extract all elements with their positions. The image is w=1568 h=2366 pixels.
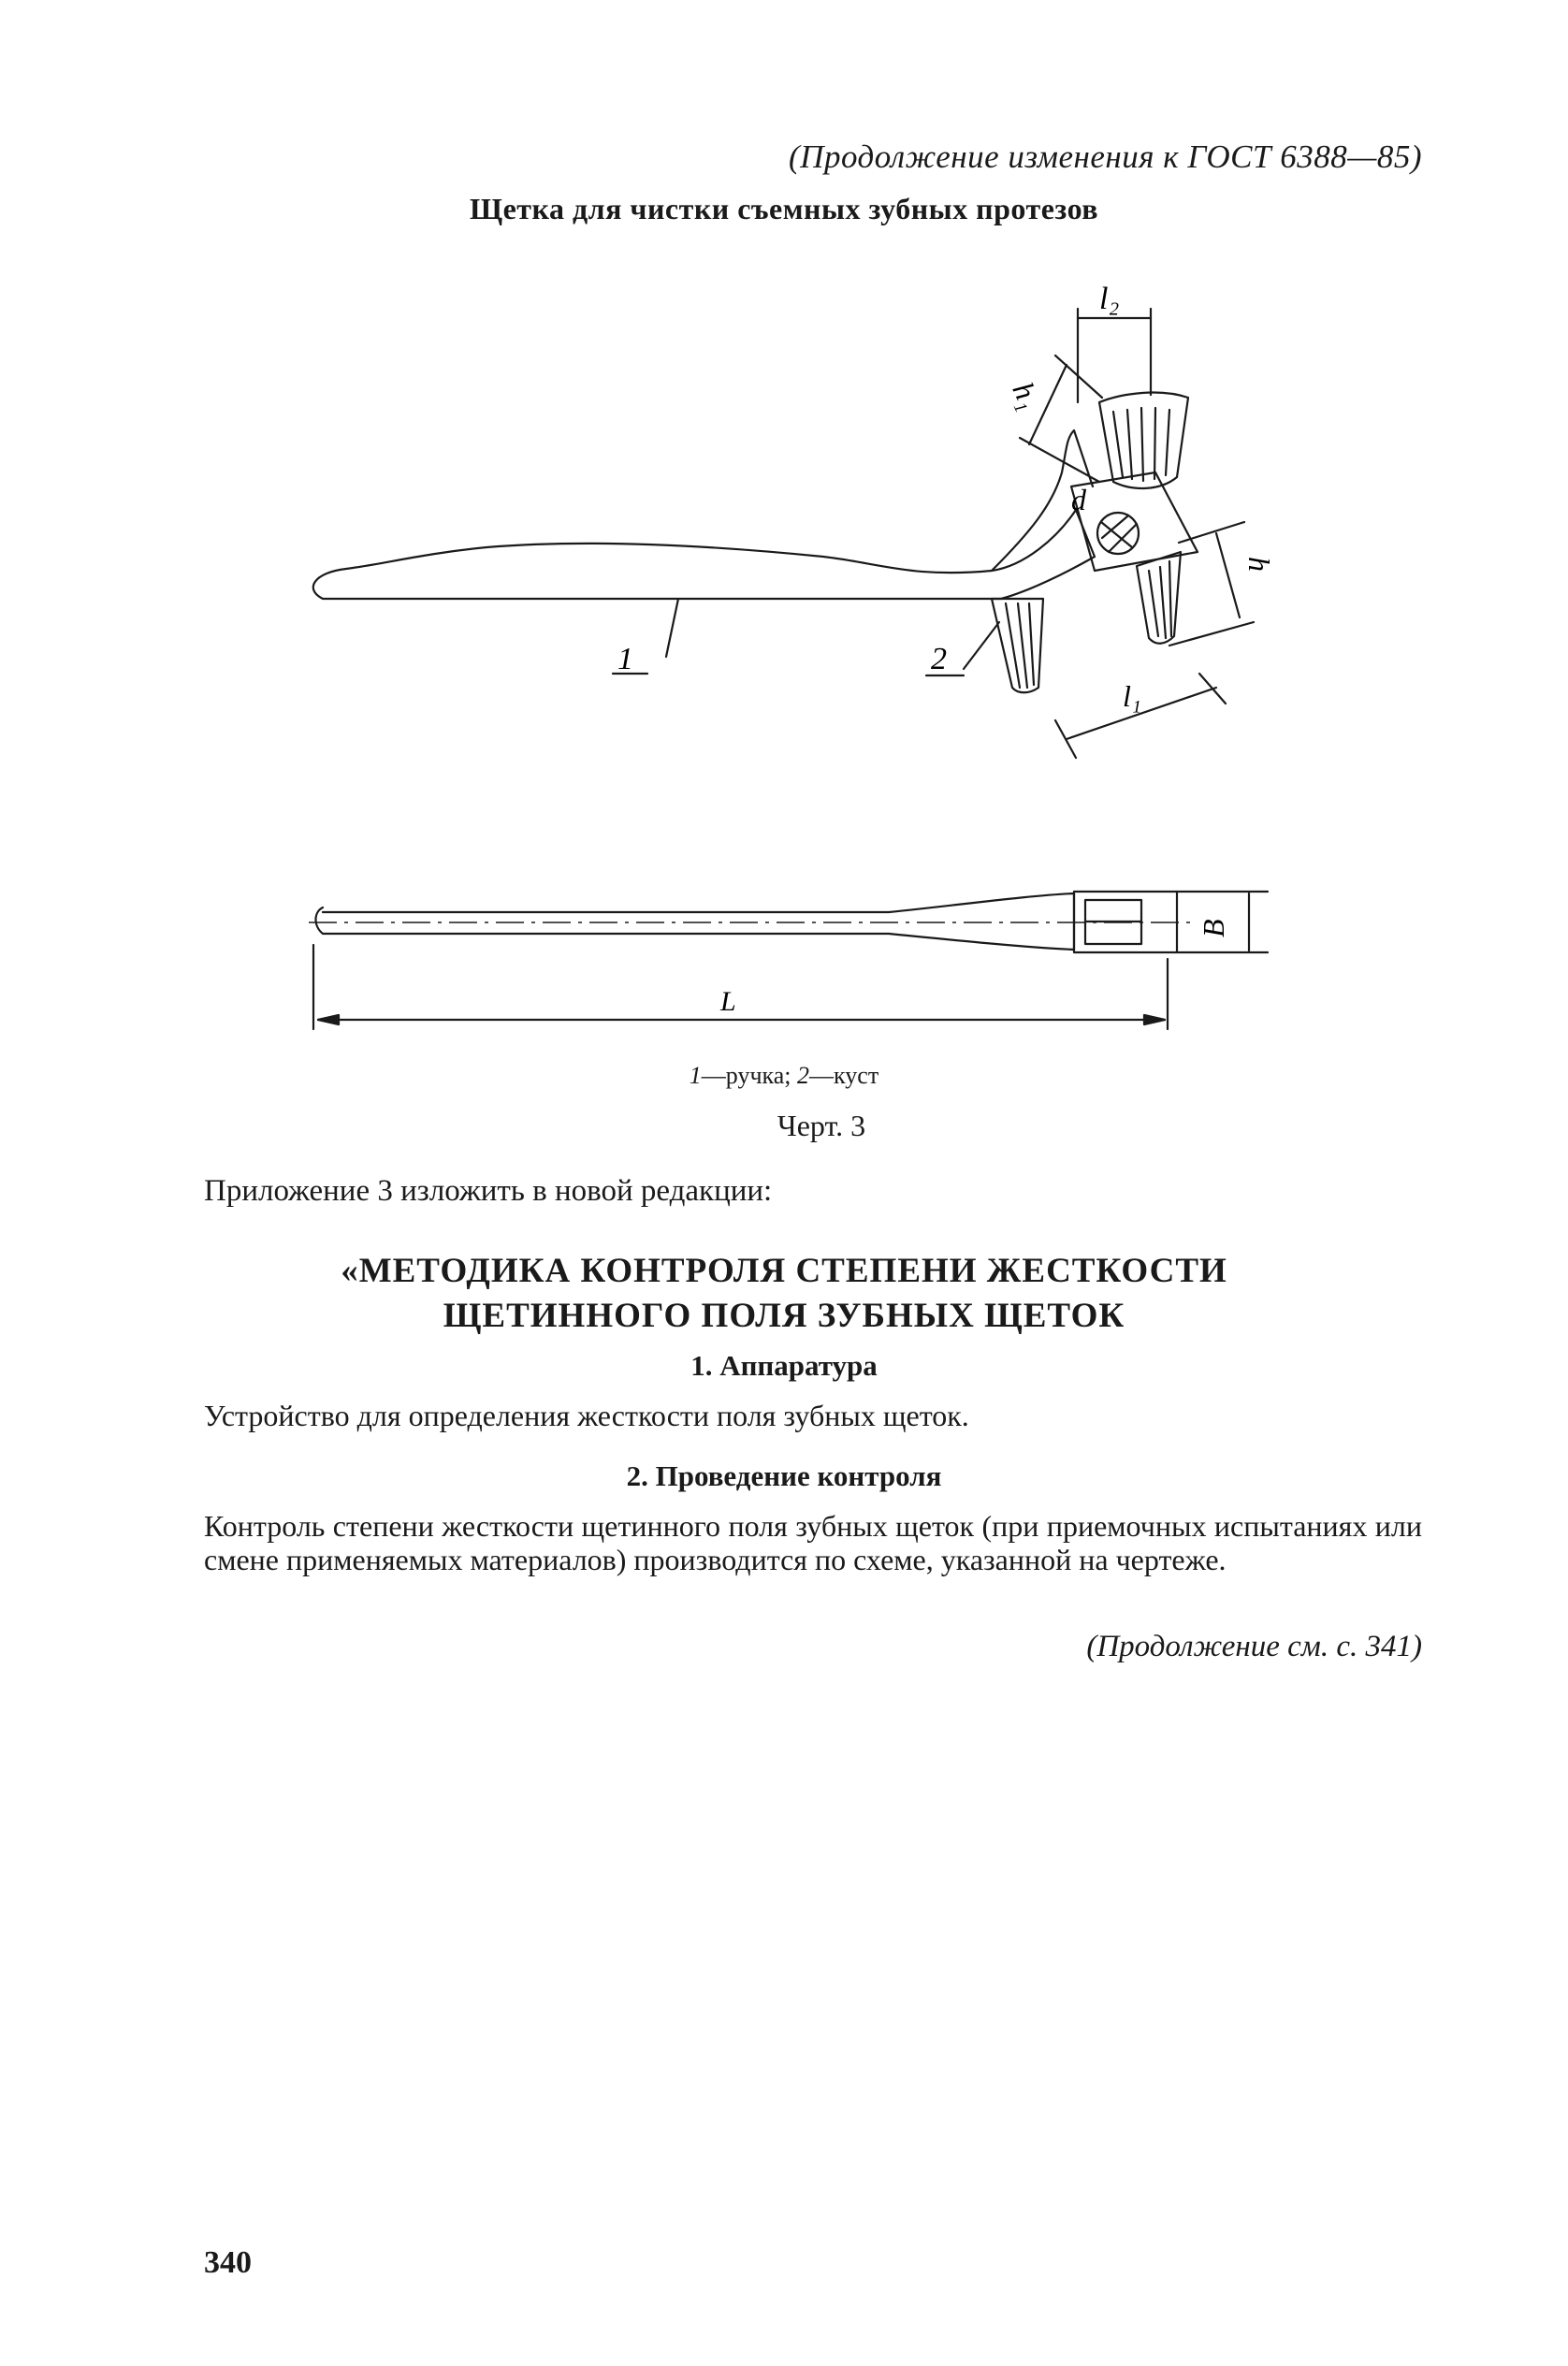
label-l1: l₁ — [1123, 679, 1142, 713]
label-part-1: 1 — [617, 642, 633, 676]
label-h1: h₁ — [1006, 376, 1048, 414]
method-title — [0, 1249, 1568, 1339]
legend-item2-num: 2 — [797, 1062, 810, 1089]
intro-text: Приложение 3 изложить в новой редакции: — [204, 1174, 773, 1208]
continuation-footer: (Продолжение см. с. 341) — [1086, 1630, 1422, 1663]
figure-number: Черт. 3 — [777, 1109, 866, 1142]
section-1-heading: 1. Аппаратура — [690, 1349, 878, 1382]
figure-legend — [0, 1062, 1568, 1090]
label-d: d — [1071, 483, 1086, 516]
section-1-text: Устройство для определения жесткости поля зубных щеток. — [204, 1399, 969, 1432]
legend-item1-num: 1 — [689, 1062, 702, 1089]
handle-top-outline — [316, 893, 1075, 950]
section-2-text: Контроль степени жесткости щетинного поля зубных щеток (при приемочных испытаниях или смене применяемых материалов) производится по схеме, указанной на чертеже. — [204, 1509, 1422, 1576]
legend-item1-text: —ручка; — [701, 1062, 791, 1089]
label-L: L — [720, 986, 736, 1017]
label-part-2: 2 — [931, 642, 947, 676]
page-number: 340 — [204, 2245, 252, 2280]
label-h: h — [1242, 557, 1276, 572]
label-B: B — [1197, 919, 1230, 937]
lower-right-tuft — [1137, 552, 1181, 644]
method-title-line2: ЩЕТИННОГО ПОЛЯ ЗУБНЫХ ЩЕТОК — [443, 1297, 1125, 1335]
section-2-heading: 2. Проведение контроля — [626, 1459, 942, 1492]
legend-item2-text: —куст — [809, 1062, 879, 1089]
label-l2: l₂ — [1099, 282, 1120, 316]
continuation-header: (Продолжение изменения к ГОСТ 6388—85) — [789, 138, 1422, 175]
method-title-line1: «МЕТОДИКА КОНТРОЛЯ СТЕПЕНИ ЖЕСТКОСТИ — [341, 1252, 1227, 1290]
technical-drawing — [0, 0, 1568, 1160]
handle-side-outline — [313, 510, 1095, 599]
figure-title: Щетка для чистки съемных зубных протезов — [469, 192, 1099, 225]
